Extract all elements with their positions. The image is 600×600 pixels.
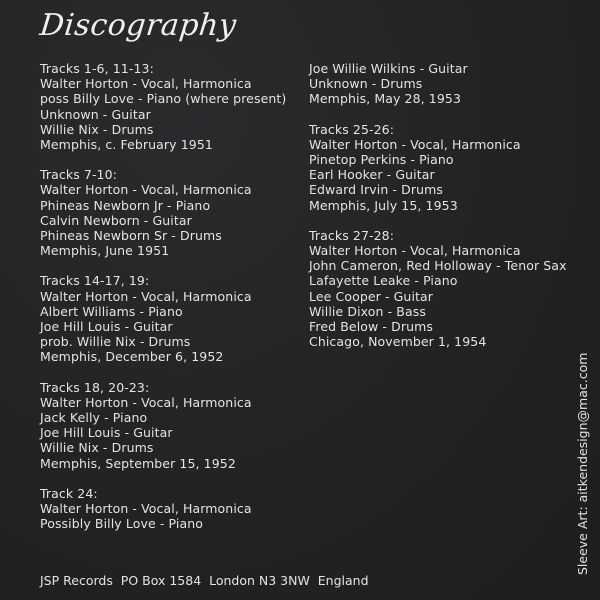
session-line: Memphis, c. February 1951 [40, 137, 213, 153]
discography-left-column [40, 61, 300, 546]
session-block [309, 228, 594, 350]
session-line: Joe Hill Louis - Guitar [40, 425, 173, 441]
session-line: Willie Dixon - Bass [309, 303, 426, 319]
session-line: Tracks 14-17, 19: [40, 273, 150, 289]
session-line: Lafayette Leake - Piano [309, 273, 458, 289]
session-line: Willie Nix - Drums [40, 121, 154, 137]
session-line: Tracks 27-28: [309, 227, 395, 243]
session-line: Tracks 18, 20-23: [40, 379, 150, 395]
session-line: Calvin Newborn - Guitar [40, 212, 192, 228]
session-line: Memphis, December 6, 1952 [40, 349, 224, 365]
session-block [40, 380, 300, 471]
session-block [40, 61, 300, 152]
session-line: Lee Cooper - Guitar [309, 288, 434, 304]
sleeve-art-credit: Sleeve Art: aitkendesign@mac.com [575, 352, 590, 575]
session-line: Willie Nix - Drums [40, 440, 154, 456]
session-line: Unknown - Guitar [40, 106, 151, 122]
discography-right-column [309, 61, 594, 364]
session-line: Memphis, July 15, 1953 [309, 197, 458, 213]
session-block [309, 61, 594, 107]
session-line: Joe Hill Louis - Guitar [40, 319, 173, 335]
session-line: Track 24: [40, 485, 98, 501]
session-line: Walter Horton - Vocal, Harmonica [309, 136, 521, 152]
session-block [40, 273, 300, 364]
page-title: Discography [38, 8, 239, 43]
session-line: Chicago, November 1, 1954 [309, 334, 487, 350]
session-line: Tracks 25-26: [309, 121, 395, 137]
session-line: prob. Willie Nix - Drums [40, 334, 191, 350]
session-block [40, 486, 300, 532]
session-line: Unknown - Drums [309, 76, 423, 92]
session-line: Walter Horton - Vocal, Harmonica [40, 182, 252, 198]
session-line: Edward Irvin - Drums [309, 182, 443, 198]
session-line: Tracks 7-10: [40, 167, 117, 183]
session-line: Pinetop Perkins - Piano [309, 152, 454, 168]
session-line: Walter Horton - Vocal, Harmonica [40, 76, 252, 92]
session-line: Possibly Billy Love - Piano [40, 516, 203, 532]
session-line: Phineas Newborn Jr - Piano [40, 197, 211, 213]
session-line: Memphis, May 28, 1953 [309, 91, 462, 107]
session-line: Fred Below - Drums [309, 319, 433, 335]
session-line: Memphis, September 15, 1952 [40, 455, 236, 471]
session-line: Tracks 1-6, 11-13: [40, 61, 154, 76]
session-line: Phineas Newborn Sr - Drums [40, 228, 222, 244]
session-line: Joe Willie Wilkins - Guitar [309, 61, 468, 76]
session-line: Memphis, June 1951 [40, 243, 170, 259]
session-line: Jack Kelly - Piano [40, 410, 148, 426]
session-line: John Cameron, Red Holloway - Tenor Sax [309, 258, 567, 274]
session-line: Albert Williams - Piano [40, 303, 183, 319]
session-line: Earl Hooker - Guitar [309, 167, 435, 183]
session-line: poss Billy Love - Piano (where present) [40, 91, 287, 107]
session-line: Walter Horton - Vocal, Harmonica [309, 243, 521, 259]
session-line: Walter Horton - Vocal, Harmonica [40, 501, 252, 517]
session-line: Walter Horton - Vocal, Harmonica [40, 288, 252, 304]
session-block [309, 122, 594, 213]
session-line: Walter Horton - Vocal, Harmonica [40, 394, 252, 410]
session-block [40, 167, 300, 258]
label-address: JSP Records PO Box 1584 London N3 3NW England [40, 573, 369, 588]
